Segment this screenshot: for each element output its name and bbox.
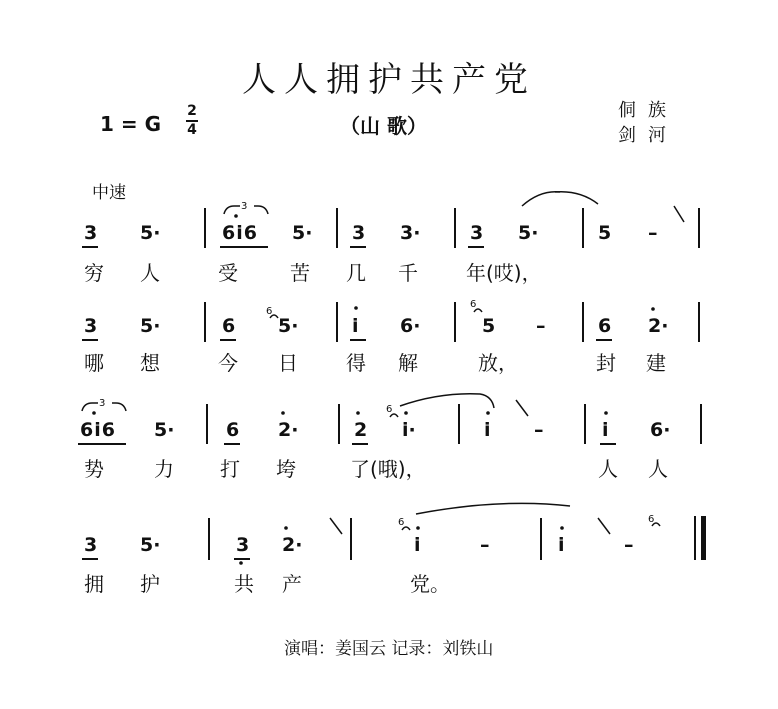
note: 5· — [154, 419, 175, 441]
lyric: 哪 — [84, 351, 104, 375]
lyric: 封 — [596, 351, 616, 375]
grace-note: 6 — [648, 514, 655, 525]
dash: – — [624, 534, 634, 556]
lyric: 垮 — [276, 457, 296, 481]
note: 5· — [140, 534, 161, 556]
lyric: 产 — [282, 572, 302, 596]
grace-hook — [474, 309, 482, 312]
slur — [522, 192, 560, 206]
dash: – — [480, 534, 490, 556]
octave-dot — [356, 411, 360, 415]
note: 2· — [282, 534, 303, 556]
note: 6· — [650, 419, 671, 441]
grace-hook — [270, 315, 278, 318]
lyric: 党。 — [410, 572, 450, 596]
note: i — [602, 419, 609, 441]
lyric: 放， — [478, 351, 518, 375]
note: i — [558, 534, 565, 556]
note-triplet: 6i6 — [80, 419, 116, 441]
lyric: 人 — [648, 457, 668, 481]
lyric: 共 — [234, 572, 254, 596]
note: 3 — [470, 222, 484, 244]
note: i· — [402, 419, 416, 441]
octave-dot — [604, 411, 608, 415]
note: i — [414, 534, 421, 556]
note-triplet: 6i6 — [222, 222, 258, 244]
glide-mark — [330, 518, 342, 534]
triplet-number: 3 — [241, 201, 248, 212]
triplet-bracket — [224, 206, 268, 214]
glide-mark — [516, 400, 528, 416]
triplet-bracket — [82, 403, 126, 411]
grace-note: 6 — [266, 306, 273, 317]
dash: – — [648, 222, 658, 244]
lyric: 今 — [218, 351, 238, 375]
note: 3 — [84, 315, 98, 337]
lyric: 解 — [398, 351, 418, 375]
song-title: 人人拥护共产党 — [242, 60, 536, 100]
octave-dot — [651, 307, 655, 311]
triplet-number: 3 — [99, 398, 106, 409]
lyric: 受 — [218, 261, 238, 285]
octave-dot — [560, 526, 564, 530]
lyric: 建 — [646, 351, 666, 375]
octave-dot — [92, 411, 96, 415]
lyric: 得 — [346, 351, 366, 375]
time-signature-top: 2 — [187, 103, 197, 119]
note: 6 — [222, 315, 236, 337]
note: 3 — [84, 534, 98, 556]
dash: – — [534, 419, 544, 441]
octave-dot — [404, 411, 408, 415]
note: 2· — [648, 315, 669, 337]
lyric: 千 — [398, 261, 418, 285]
lyric: 力 — [154, 457, 174, 481]
note: i — [352, 315, 359, 337]
lyric: 打 — [220, 457, 240, 481]
grace-hook — [390, 414, 398, 417]
slur — [555, 192, 598, 204]
lyric: 人 — [598, 457, 618, 481]
lyric: 苦 — [290, 261, 310, 285]
low-octave-dot — [239, 561, 243, 565]
lyric: 年(哎)， — [466, 261, 542, 285]
note: 6 — [598, 315, 612, 337]
note: 2· — [278, 419, 299, 441]
note: 3 — [236, 534, 250, 556]
genre-subtitle: （山 歌） — [340, 114, 427, 138]
lyric: 几 — [346, 261, 366, 285]
octave-dot — [281, 411, 285, 415]
grace-note: 6 — [398, 517, 405, 528]
octave-dot — [486, 411, 490, 415]
note: 3 — [352, 222, 366, 244]
slur — [416, 503, 570, 514]
region: 剑河 — [618, 125, 678, 146]
lyric: 护 — [140, 572, 160, 596]
ethnic-group: 侗族 — [618, 100, 678, 121]
glide-mark — [674, 206, 684, 222]
lyric: 势 — [84, 457, 104, 481]
lyric: 穷 — [84, 261, 104, 285]
tempo-marking: 中速 — [92, 183, 126, 203]
note: 6 — [226, 419, 240, 441]
grace-hook — [402, 527, 410, 530]
note: 5· — [292, 222, 313, 244]
lyric: 日 — [278, 351, 298, 375]
octave-dot — [284, 526, 288, 530]
note: 3 — [84, 222, 98, 244]
note: 3· — [400, 222, 421, 244]
time-signature-bottom: 4 — [187, 122, 197, 138]
note: 5 — [482, 315, 496, 337]
dash: – — [536, 315, 546, 337]
octave-dot — [354, 306, 358, 310]
lyric: 人 — [140, 261, 160, 285]
lyric: 想 — [140, 351, 160, 375]
note: 6· — [400, 315, 421, 337]
grace-note: 6 — [386, 404, 393, 415]
note: 5· — [518, 222, 539, 244]
grace-note: 6 — [470, 299, 477, 310]
credit-line: 演唱：姜国云 记录：刘铁山 — [284, 639, 494, 659]
note: 5 — [598, 222, 612, 244]
octave-dot — [416, 526, 420, 530]
note: 2 — [354, 419, 368, 441]
grace-hook — [652, 523, 660, 526]
note: i — [484, 419, 491, 441]
note: 5· — [278, 315, 299, 337]
note: 5· — [140, 315, 161, 337]
key-signature: 1 = G — [100, 112, 162, 136]
glide-mark — [598, 518, 610, 534]
slur — [400, 394, 494, 408]
note: 5· — [140, 222, 161, 244]
lyric: 了(哦)， — [350, 457, 426, 481]
lyric: 拥 — [84, 572, 104, 596]
octave-dot — [234, 214, 238, 218]
